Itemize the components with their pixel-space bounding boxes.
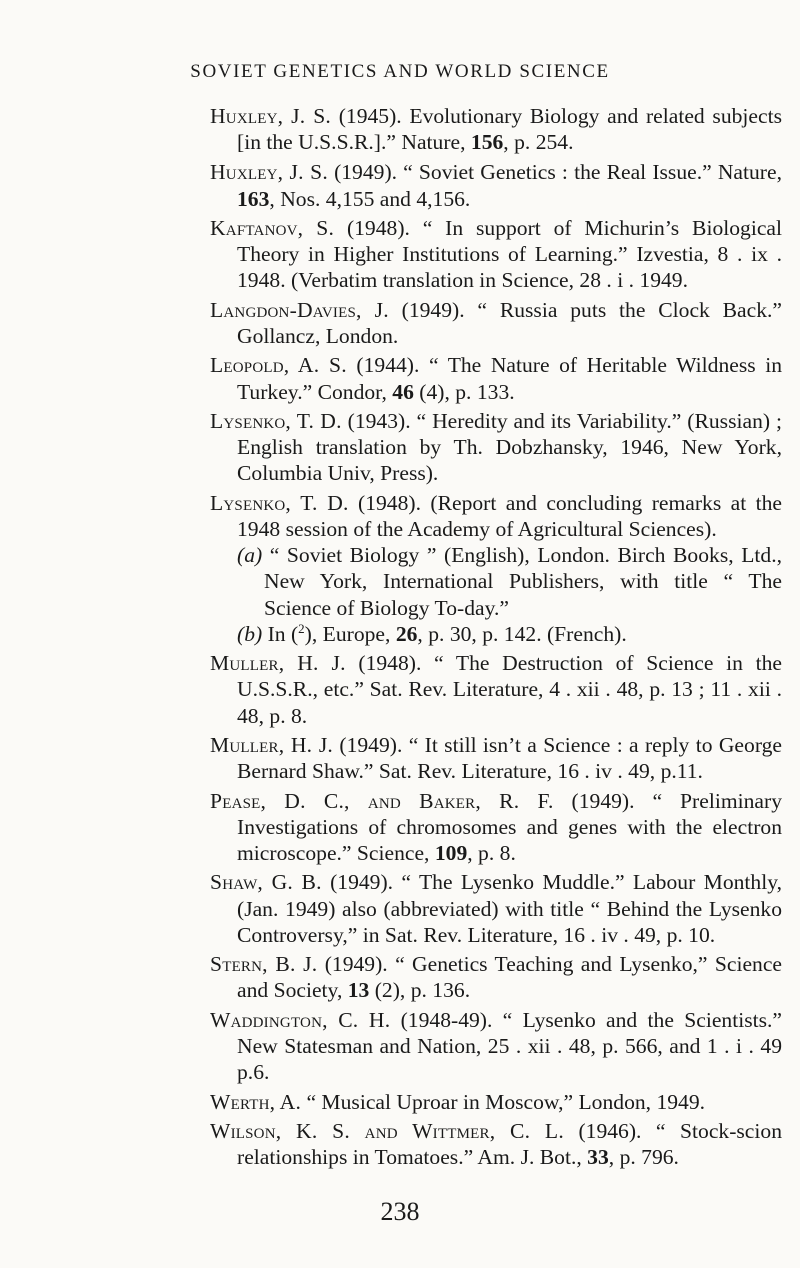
entry-author: Leopold, A. S. <box>210 353 347 378</box>
entry-text: (1949). “ It still isn’t a Science : a reply to George Bernard Shaw.” Sat. Rev. Literature, 16 . iv . 49, p.11. <box>237 732 782 784</box>
bibliography-entry <box>210 103 782 155</box>
entry-text: (1944). “ The Nature of Heritable Wildness in Turkey.” Condor, <box>237 353 782 404</box>
entry-author: Waddington, C. H. <box>210 1007 391 1032</box>
entry-author: Stern, B. J. <box>210 952 318 977</box>
entry-text: (2), p. 136. <box>369 978 471 1003</box>
entry-volume: 26 <box>395 621 418 646</box>
entry-author: Kaftanov, S. <box>210 216 335 240</box>
sub-entry-a <box>237 542 782 621</box>
entry-text: , p. 8. <box>467 840 516 865</box>
bibliography <box>210 103 782 1174</box>
entry-text: (1945). Evolutionary Biology and related subjects [in the U.S.S.R.].” Nature, <box>237 104 782 155</box>
entry-author: Huxley, J. S. <box>210 104 332 128</box>
entry-text: (1949). “ Russia puts the Clock Back.” Gollancz, London. <box>237 297 782 348</box>
entry-author: Shaw, G. B. <box>210 870 322 895</box>
entry-text: (1949). “ Preliminary Investigations of chromosomes and genes with the electron microscope.” Science, <box>237 788 782 865</box>
sub-entry-text: In ( <box>262 621 299 646</box>
bibliography-entry <box>210 788 782 867</box>
entry-author: Muller, H. J. <box>210 732 334 757</box>
entry-author: Pease, D. C., and Baker, R. F. <box>210 788 554 813</box>
entry-text: (1943). “ Heredity and its Variability.” (Russian) ; English translation by Th. Dobzhansky, 1946, New York, Columbia Univ, Press). <box>237 408 783 486</box>
entry-text: (1949). “ The Lysenko Muddle.” Labour Monthly, (Jan. 1949) also (abbreviated) with title “ Behind the Lysenko Controversy,” in Sat. Rev. Literature, 16 . iv . 49, p. 10. <box>237 870 782 947</box>
entry-text: “ Musical Uproar in Moscow,” London, 1949. <box>301 1089 706 1114</box>
bibliography-entry <box>210 215 782 294</box>
entry-author: Lysenko, T. D. <box>210 490 349 515</box>
bibliography-entry <box>210 650 782 729</box>
footnote-ref: 2 <box>298 620 305 636</box>
bibliography-entry <box>210 1118 782 1170</box>
page-number: 238 <box>380 1197 420 1226</box>
bibliography-entry <box>210 352 782 404</box>
entry-volume: 163 <box>237 186 270 211</box>
bibliography-entry <box>210 297 782 349</box>
entry-volume: 46 <box>392 379 414 404</box>
entry-volume: 156 <box>470 130 504 155</box>
entry-author: Wilson, K. S. and Wittmer, C. L. <box>210 1118 564 1143</box>
entry-text: , p. 796. <box>608 1145 679 1170</box>
entry-text: (1948). “ In support of Michurin’s Biological Theory in Higher Institutions of Learning.” Izvestia, 8 . ix . 1948. (Verbatim translation in Science, 28 . i . 1949. <box>237 216 782 293</box>
bibliography-entry <box>210 869 782 948</box>
entry-author: Lysenko, T. D. <box>210 408 342 433</box>
bibliography-entry <box>210 1007 782 1086</box>
sub-entry-text: ), Europe, <box>304 621 396 646</box>
entry-text: (4), p. 133. <box>413 379 515 404</box>
running-head: SOVIET GENETICS AND WORLD SCIENCE <box>190 61 610 82</box>
entry-author: Werth, A. <box>210 1089 302 1114</box>
bibliography-entry <box>210 732 782 784</box>
sub-entry-label: (b) <box>237 621 263 646</box>
entry-volume: 109 <box>434 840 468 865</box>
bibliography-entry <box>210 951 782 1003</box>
sub-entry-label: (a) <box>237 543 263 568</box>
entry-text: (1948). “ The Destruction of Science in the U.S.S.R., etc.” Sat. Rev. Literature, 4 . xii . 48, p. 13 ; 11 . xii . 48, p. 8. <box>237 651 782 728</box>
entry-text: (1949). “ Soviet Genetics : the Real Issue.” Nature, <box>327 160 782 185</box>
bibliography-entry <box>210 1089 782 1115</box>
sub-entry-text: , p. 30, p. 142. (French). <box>417 621 627 646</box>
bibliography-entry <box>210 408 782 487</box>
entry-text: , p. 254. <box>503 130 574 155</box>
entry-text: (1946). “ Stock-scion relationships in Tomatoes.” Am. J. Bot., <box>237 1118 782 1170</box>
sub-entry-text: “ Soviet Biology ” (English), London. Birch Books, Ltd., New York, International Publishers, with title “ The Science of Biology To-day.” <box>262 543 782 620</box>
entry-text: (1948-49). “ Lysenko and the Scientists.” New Statesman and Nation, 25 . xii . 48, p. 566, and 1 . i . 49 p.6. <box>237 1007 782 1085</box>
entry-author: Langdon-Davies, J. <box>210 297 389 322</box>
sub-entry-b <box>237 621 782 647</box>
bibliography-entry <box>210 490 782 647</box>
entry-text: (1948). (Report and concluding remarks at the 1948 session of the Academy of Agricultural Sciences). <box>237 490 783 541</box>
entry-text: (1949). “ Genetics Teaching and Lysenko,” Science and Society, <box>237 952 782 1003</box>
entry-text: , Nos. 4,155 and 4,156. <box>269 186 471 211</box>
entry-author: Muller, H. J. <box>210 651 346 676</box>
entry-volume: 33 <box>587 1145 609 1170</box>
bibliography-entry <box>210 159 782 211</box>
entry-volume: 13 <box>347 978 370 1003</box>
entry-author: Huxley, J. S. <box>210 160 328 185</box>
